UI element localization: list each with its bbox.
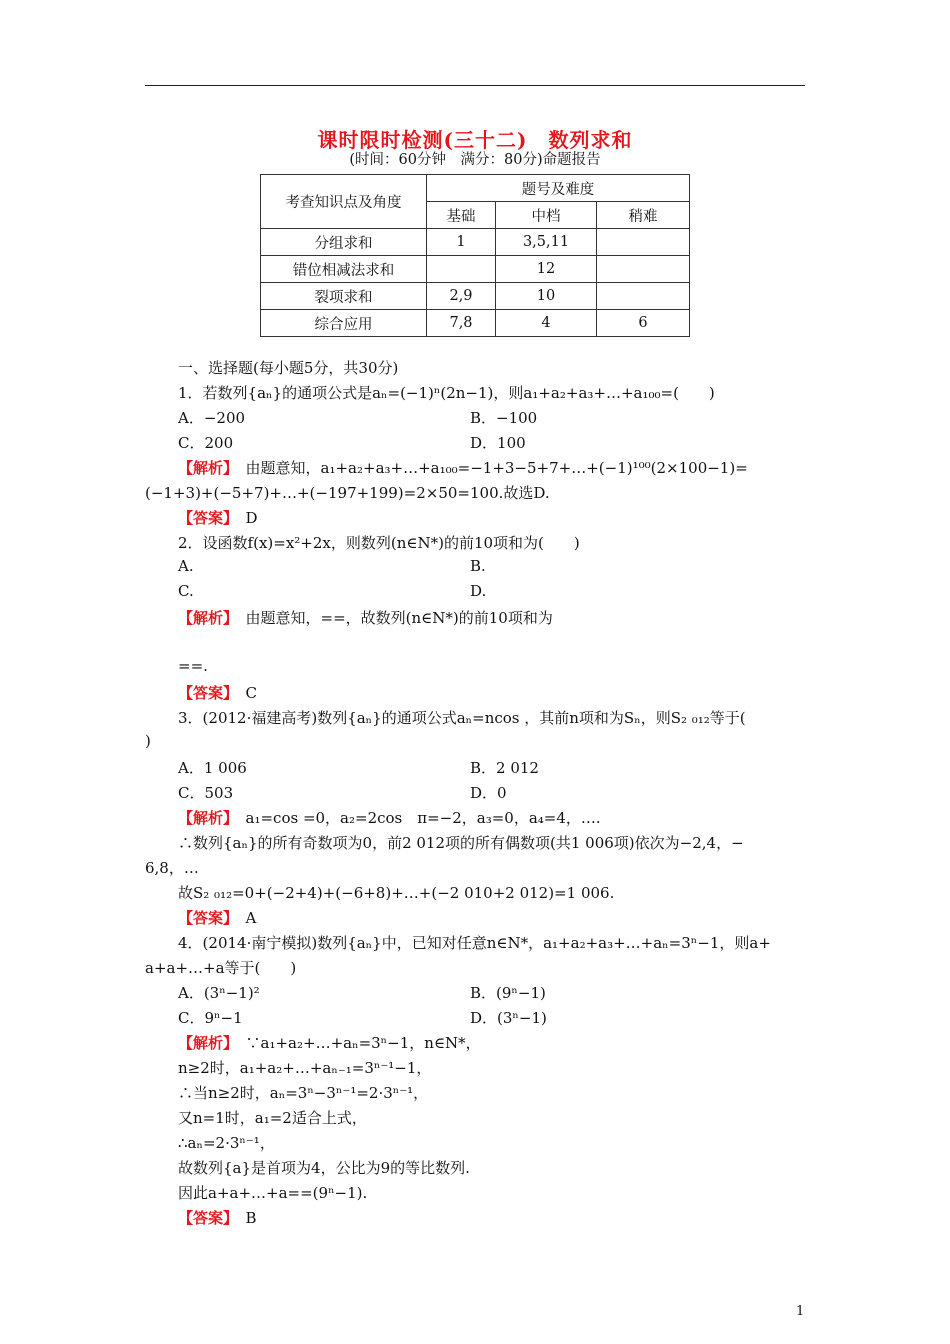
table-row xyxy=(261,256,690,283)
text-line xyxy=(145,957,296,978)
table-row xyxy=(261,229,690,256)
line-text: 1．若数列{aₙ}的通项公式是aₙ=(−1)ⁿ(2n−1)，则a₁+a₂+a₃+…+a₁₀₀=( ) xyxy=(178,384,715,402)
line-text: A．1 006 xyxy=(178,759,247,777)
text-line xyxy=(178,1057,431,1078)
table-cell: 综合应用 xyxy=(261,310,427,337)
page-subtitle: (时间：60分钟 满分：80分)命题报告 xyxy=(349,152,601,168)
col-header-knowledge: 考查知识点及角度 xyxy=(261,175,427,229)
line-text: B．(9ⁿ−1) xyxy=(470,984,546,1002)
text-line xyxy=(470,782,507,803)
text-line xyxy=(470,557,486,575)
text-line xyxy=(470,757,539,778)
sub-header-hard: 稍难 xyxy=(597,202,690,229)
line-text: D．100 xyxy=(470,434,526,452)
text-line xyxy=(178,982,260,1003)
line-text: ∵a₁+a₂+…+aₙ=3ⁿ−1，n∈N*， xyxy=(230,1034,481,1052)
table-cell: 错位相减法求和 xyxy=(261,256,427,283)
line-text: 由题意知，a₁+a₂+a₃+…+a₁₀₀=−1+3−5+7+…+(−1)¹⁰⁰(2×100−1)= xyxy=(230,459,748,477)
text-line xyxy=(178,357,398,378)
labeled-line xyxy=(178,907,256,928)
line-text: A xyxy=(230,909,257,927)
line-text: A．(3ⁿ−1)² xyxy=(178,984,260,1002)
text-line xyxy=(178,1132,275,1153)
line-text: ∴aₙ=2·3ⁿ⁻¹， xyxy=(178,1134,275,1152)
answer-tag: 【答案】 xyxy=(178,909,231,927)
table-cell xyxy=(597,256,690,283)
text-line xyxy=(178,932,771,953)
labeled-line xyxy=(178,607,553,628)
text-line xyxy=(178,882,614,903)
line-text: n≥2时，a₁+a₂+…+aₙ₋₁=3ⁿ⁻¹−1， xyxy=(178,1059,432,1077)
line-text: C. xyxy=(178,582,194,600)
text-line xyxy=(178,1082,428,1103)
text-line xyxy=(178,582,194,600)
line-text: ∴当n≥2时，aₙ=3ⁿ−3ⁿ⁻¹=2·3ⁿ⁻¹， xyxy=(178,1084,429,1102)
line-text: 故数列{a}是首项为4，公比为9的等比数列. xyxy=(178,1159,470,1177)
answer-tag: 【解析】 xyxy=(178,459,231,477)
answer-tag: 【答案】 xyxy=(178,684,231,702)
text-line xyxy=(178,557,194,575)
line-text: 6,8，… xyxy=(145,859,199,877)
table-cell: 裂项求和 xyxy=(261,283,427,310)
line-text: A. xyxy=(178,557,194,575)
table-cell: 分组求和 xyxy=(261,229,427,256)
line-text: A．−200 xyxy=(178,409,246,427)
table-cell: 1 xyxy=(427,229,496,256)
answer-tag: 【答案】 xyxy=(178,509,231,527)
line-text: C．200 xyxy=(178,434,234,452)
line-text: 4．(2014·南宁模拟)数列{aₙ}中，已知对任意n∈N*，a₁+a₂+a₃+…+aₙ=3ⁿ−1，则a+ xyxy=(178,934,771,952)
answer-tag: 【解析】 xyxy=(178,1034,231,1052)
text-line xyxy=(178,1157,470,1178)
text-line xyxy=(178,532,580,553)
table-cell: 3,5,11 xyxy=(496,229,597,256)
line-text: B. xyxy=(470,557,486,575)
line-text: C．9ⁿ−1 xyxy=(178,1009,243,1027)
sub-header-basic: 基础 xyxy=(427,202,496,229)
group-header-difficulty: 题号及难度 xyxy=(427,175,690,202)
table-cell: 2,9 xyxy=(427,283,496,310)
text-line xyxy=(145,482,550,503)
table-cell xyxy=(597,283,690,310)
sub-header-medium: 中档 xyxy=(496,202,597,229)
page-title: 课时限时检测(三十二) 数列求和 xyxy=(317,128,633,152)
text-line xyxy=(178,832,744,853)
text-line xyxy=(145,857,199,878)
labeled-line xyxy=(178,682,257,703)
labeled-line xyxy=(178,807,601,828)
line-text: 由题意知，==，故数列(n∈N*)的前10项和为 xyxy=(230,609,553,627)
line-text: a₁=cos =0，a₂=2cos π=−2，a₃=0，a₄=4，…. xyxy=(230,809,601,827)
labeled-line xyxy=(178,507,258,528)
text-line xyxy=(178,707,746,728)
line-text: B．2 012 xyxy=(470,759,539,777)
labeled-line xyxy=(178,457,748,478)
text-line xyxy=(470,582,486,600)
line-text: B．−100 xyxy=(470,409,538,427)
text-line xyxy=(178,1107,367,1128)
text-line xyxy=(178,1007,243,1028)
text-line xyxy=(470,982,546,1003)
text-line xyxy=(178,782,233,803)
line-text: 一、选择题(每小题5分，共30分) xyxy=(178,359,399,377)
header-rule xyxy=(145,85,805,86)
text-line xyxy=(178,382,715,403)
text-line xyxy=(470,407,537,428)
text-line xyxy=(178,1182,367,1203)
line-text: 因此a+a+…+a==(9ⁿ−1). xyxy=(178,1184,368,1202)
table-row xyxy=(261,310,690,337)
page-number: 1 xyxy=(796,1304,805,1319)
line-text: D．(3ⁿ−1) xyxy=(470,1009,547,1027)
proposition-report-table xyxy=(260,174,690,337)
line-text: D．0 xyxy=(470,784,507,802)
line-text: (−1+3)+(−5+7)+…+(−197+199)=2×50=100.故选D. xyxy=(145,484,550,502)
table-cell: 4 xyxy=(496,310,597,337)
text-line xyxy=(178,757,247,778)
labeled-line xyxy=(178,1207,257,1228)
line-text: 又n=1时，a₁=2适合上式， xyxy=(178,1109,367,1127)
line-text: 3．(2012·福建高考)数列{aₙ}的通项公式aₙ=ncos ，其前n项和为Sₙ，则S₂ ₀₁₂等于( xyxy=(178,709,746,727)
line-text: D xyxy=(230,509,258,527)
text-line xyxy=(178,407,245,428)
line-text: ==. xyxy=(178,657,208,675)
table-cell: 12 xyxy=(496,256,597,283)
line-text: 故S₂ ₀₁₂=0+(−2+4)+(−6+8)+…+(−2 010+2 012)=1 006. xyxy=(178,884,615,902)
text-line xyxy=(470,432,526,453)
line-text: B xyxy=(230,1209,257,1227)
labeled-line xyxy=(178,1032,481,1053)
line-text: D. xyxy=(470,582,487,600)
answer-tag: 【解析】 xyxy=(178,809,231,827)
line-text: C．503 xyxy=(178,784,234,802)
table-cell: 6 xyxy=(597,310,690,337)
answer-tag: 【答案】 xyxy=(178,1209,231,1227)
line-text: ) xyxy=(145,732,151,750)
line-text: 2．设函数f(x)=x²+2x，则数列(n∈N*)的前10项和为( ) xyxy=(178,534,580,552)
table-cell xyxy=(597,229,690,256)
text-line xyxy=(470,1007,547,1028)
text-line xyxy=(178,657,208,675)
line-text: ∴数列{aₙ}的所有奇数项为0，前2 012项的所有偶数项(共1 006项)依次为−2,4，− xyxy=(178,834,744,852)
table-cell: 7,8 xyxy=(427,310,496,337)
table-row xyxy=(261,283,690,310)
text-line xyxy=(145,732,151,750)
table-cell xyxy=(427,256,496,283)
line-text: C xyxy=(230,684,257,702)
table-cell: 10 xyxy=(496,283,597,310)
answer-tag: 【解析】 xyxy=(178,609,231,627)
text-line xyxy=(178,432,233,453)
line-text: a+a+…+a等于( ) xyxy=(145,959,297,977)
